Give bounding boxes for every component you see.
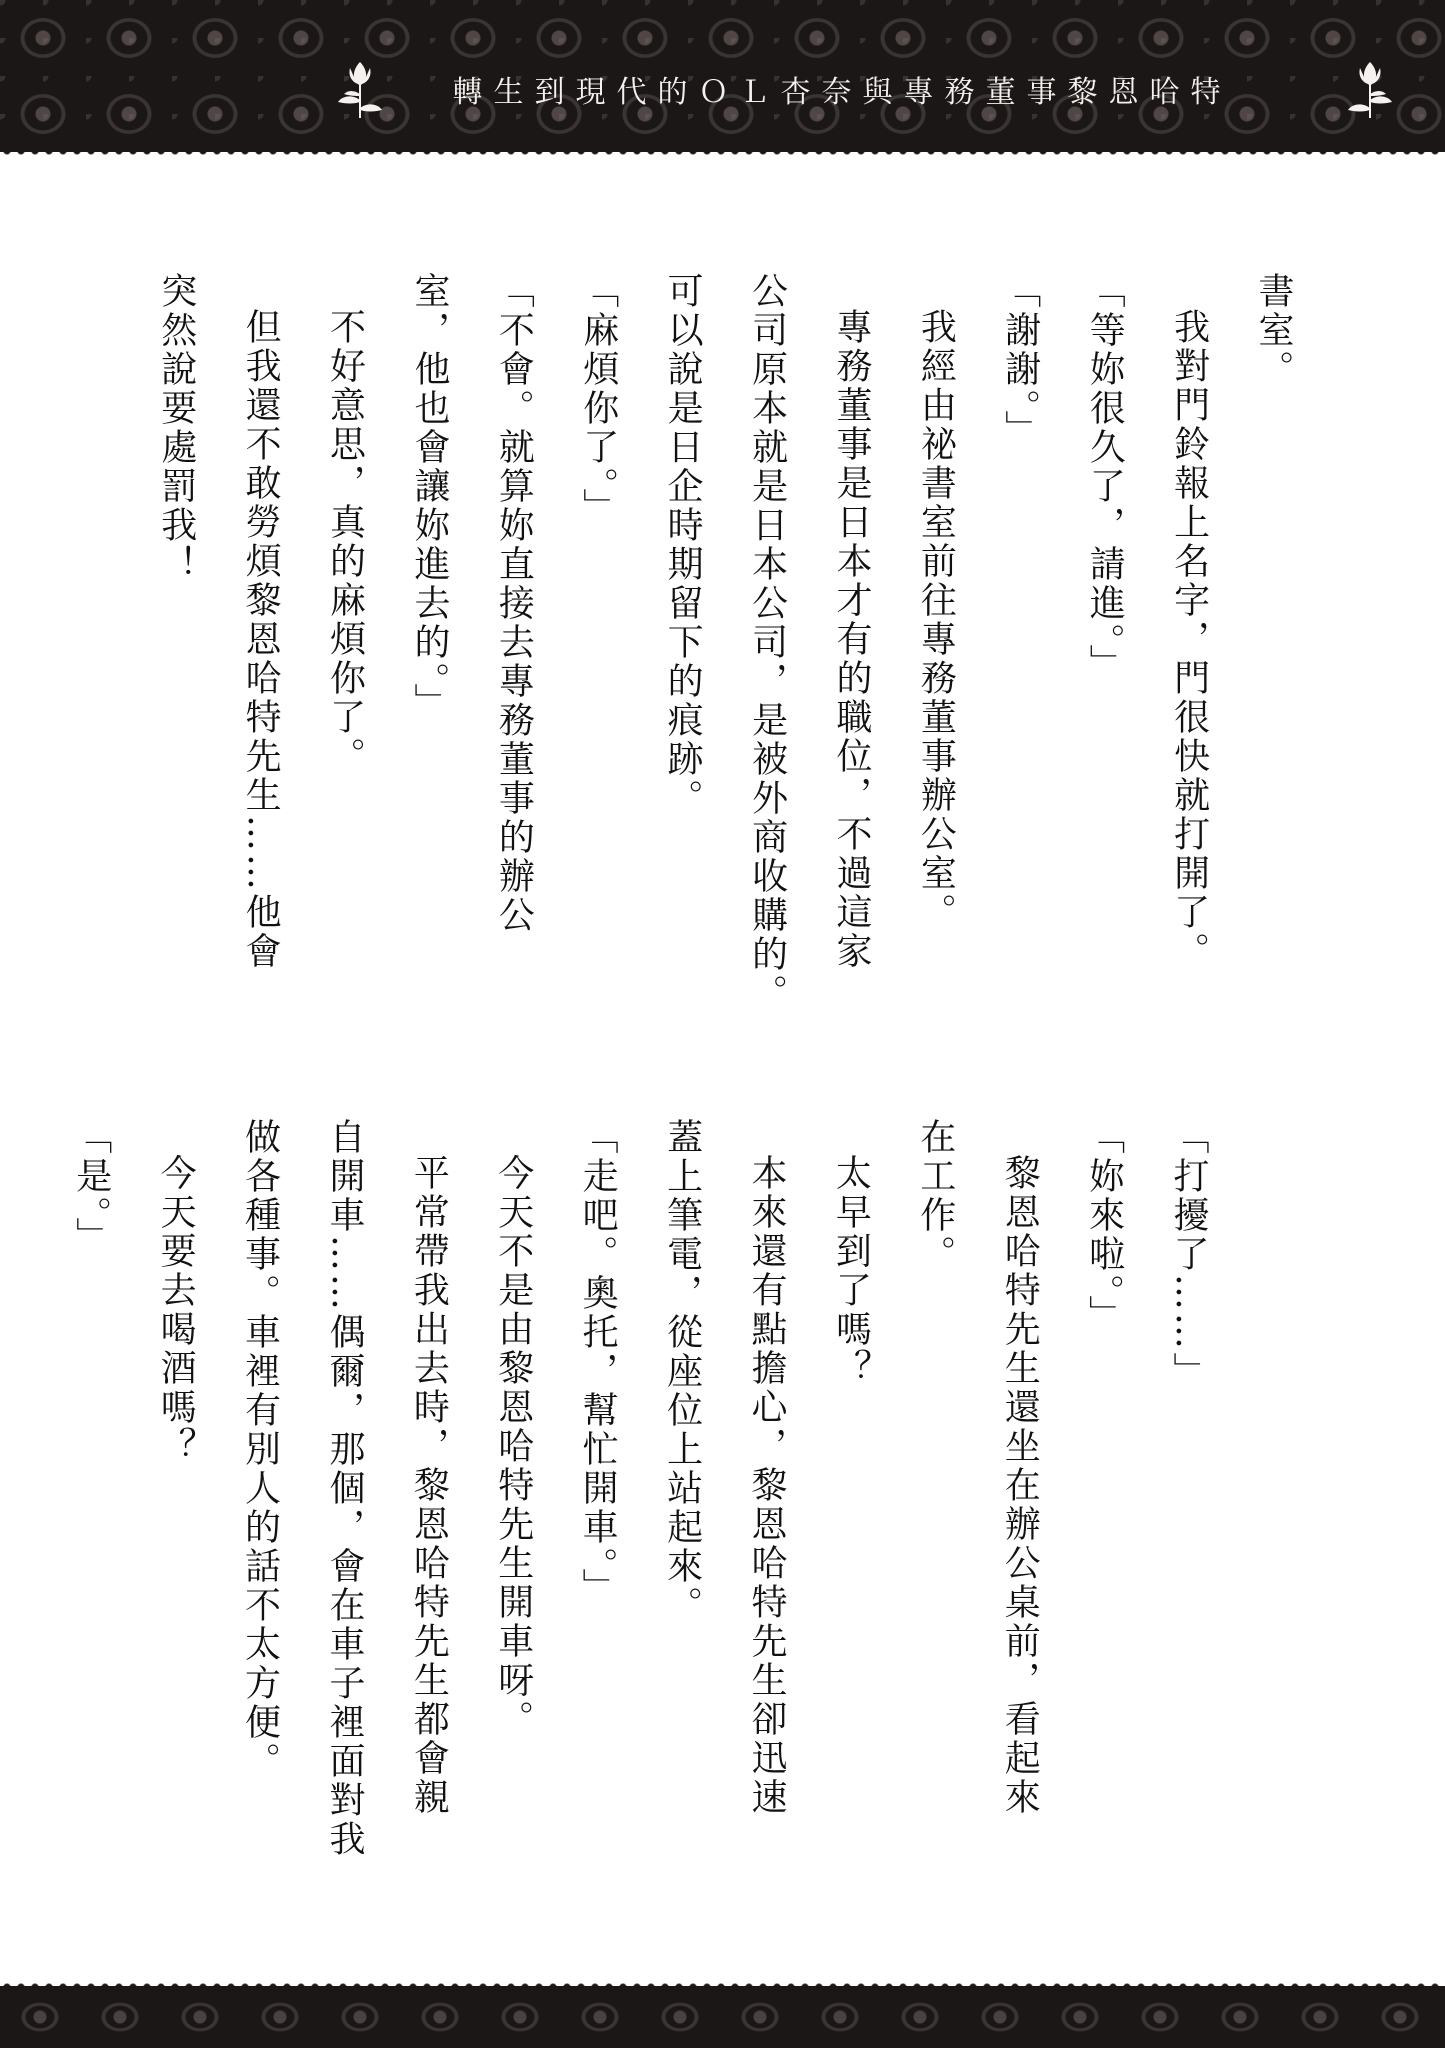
- text-column: 「麻煩你了。」: [577, 272, 619, 527]
- text-column: 可以說是日企時期留下的痕跡。: [662, 272, 704, 818]
- text-column: 我經由祕書室前往專務董事辦公室。: [915, 308, 957, 932]
- text-column: 「等妳很久了，請進。」: [1084, 272, 1126, 683]
- text-column: 「打擾了……」: [1168, 1118, 1209, 1391]
- text-column: 「是。」: [70, 1118, 112, 1256]
- text-column: 做各種事。車裡有別人的話不太方便。: [239, 1118, 281, 1781]
- text-column: 在工作。: [914, 1118, 956, 1274]
- text-column: 「妳來啦。」: [1083, 1118, 1125, 1334]
- text-column: 「謝謝。」: [999, 272, 1041, 449]
- text-column: 突然說要處罰我！: [155, 272, 197, 584]
- footer-ornament-band: [0, 1986, 1445, 2048]
- text-block-bottom: [48, 1118, 1230, 1918]
- text-column: 室，他也會讓妳進去的。」: [408, 272, 450, 722]
- text-column: 書室。: [1253, 272, 1294, 389]
- text-column: 「走吧。奧托，幫忙開車。」: [577, 1118, 619, 1607]
- running-header: [318, 60, 1366, 118]
- text-column: 黎恩哈特先生還坐在辦公桌前，看起來: [999, 1154, 1041, 1817]
- text-column: 但我還不敢勞煩黎恩哈特先生……他會: [240, 308, 282, 971]
- text-column: 平常帶我出去時，黎恩哈特先生都會親: [408, 1154, 450, 1817]
- text-column: 今天要去喝酒嗎？: [155, 1154, 197, 1466]
- text-column: 公司原本就是日本公司，是被外商收購的。: [746, 272, 788, 1013]
- text-column: 不好意思，真的麻煩你了。: [324, 308, 366, 776]
- text-column: 本來還有點擔心，黎恩哈特先生卻迅速: [745, 1154, 787, 1817]
- text-column: 我對門鈴報上名字，門很快就打開了。: [1168, 308, 1210, 971]
- text-column: 「不會。就算妳直接去專務董事的辦公: [493, 272, 535, 935]
- flower-ornament-icon: [1340, 54, 1400, 124]
- text-column: 專務董事是日本才有的職位，不過這家: [830, 308, 872, 971]
- page-title: 轉生到現代的ＯＬ杏奈與專務董事黎恩哈特: [452, 75, 1232, 110]
- text-column: 太早到了嗎？: [830, 1154, 872, 1388]
- text-column: 自開車……偶爾，那個，會在車子裡面對我: [323, 1118, 365, 1859]
- text-column: 今天不是由黎恩哈特先生開車呀。: [492, 1154, 534, 1739]
- text-column: 蓋上筆電，從座位上站起來。: [661, 1118, 703, 1625]
- text-block-top: [133, 272, 1315, 1072]
